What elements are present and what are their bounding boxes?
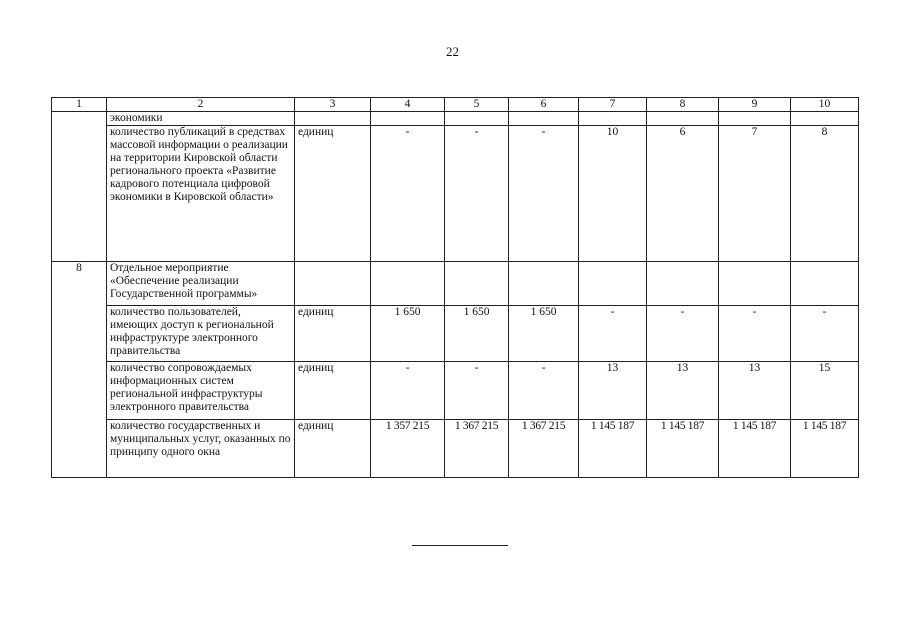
unit-cell: единиц [295, 420, 371, 478]
value-cell [647, 262, 719, 306]
header-cell: 4 [371, 98, 445, 112]
value-cell [371, 112, 445, 126]
value-cell: 1 367 215 [445, 420, 509, 478]
value-cell: 1 650 [371, 306, 445, 362]
indicator-name-cell: экономики [107, 112, 295, 126]
value-cell [791, 262, 859, 306]
value-cell: 13 [579, 362, 647, 420]
unit-cell: единиц [295, 306, 371, 362]
header-cell: 3 [295, 98, 371, 112]
value-cell: - [647, 306, 719, 362]
value-cell: - [791, 306, 859, 362]
table-row [52, 262, 859, 306]
value-cell: 1 650 [445, 306, 509, 362]
row-number-cell [52, 112, 107, 262]
unit-cell [295, 112, 371, 126]
value-cell: 10 [579, 126, 647, 262]
indicator-name-cell: количество государственных и муниципальных услуг, оказанных по принципу одного окна [107, 420, 295, 478]
value-cell: 1 145 187 [791, 420, 859, 478]
value-cell [579, 262, 647, 306]
indicator-name-cell: количество пользователей, имеющих доступ к региональной инфраструктуре электронного правительства [107, 306, 295, 362]
value-cell: 7 [719, 126, 791, 262]
value-cell: 1 367 215 [509, 420, 579, 478]
table-row [52, 112, 859, 126]
value-cell: - [371, 126, 445, 262]
closing-rule [412, 545, 508, 546]
indicator-name-cell: количество публикаций в средствах массовой информации о реализации на территории Кировской области регионального проекта «Развитие кадрового потенциала цифровой экономики в Кировской области» [107, 126, 295, 262]
value-cell: 1 650 [509, 306, 579, 362]
page-number: 22 [446, 44, 459, 59]
value-cell [445, 262, 509, 306]
value-cell: 1 145 187 [579, 420, 647, 478]
value-cell: - [719, 306, 791, 362]
header-cell: 10 [791, 98, 859, 112]
value-cell [371, 262, 445, 306]
value-cell [509, 112, 579, 126]
table-row [52, 306, 859, 362]
table-row [52, 126, 859, 262]
value-cell: 1 145 187 [647, 420, 719, 478]
value-cell: 1 357 215 [371, 420, 445, 478]
unit-cell: единиц [295, 362, 371, 420]
header-cell: 9 [719, 98, 791, 112]
header-row [52, 98, 859, 112]
header-cell: 2 [107, 98, 295, 112]
value-cell: 6 [647, 126, 719, 262]
value-cell [579, 112, 647, 126]
value-cell [445, 112, 509, 126]
header-cell: 6 [509, 98, 579, 112]
value-cell: 13 [647, 362, 719, 420]
value-cell [719, 112, 791, 126]
unit-cell: единиц [295, 126, 371, 262]
value-cell [719, 262, 791, 306]
header-cell: 7 [579, 98, 647, 112]
table-row [52, 362, 859, 420]
indicator-name-cell: количество сопровождаемых информационных систем региональной инфраструктуры электронного правительства [107, 362, 295, 420]
value-cell: 8 [791, 126, 859, 262]
value-cell [647, 112, 719, 126]
value-cell: - [371, 362, 445, 420]
header-cell: 5 [445, 98, 509, 112]
value-cell: 15 [791, 362, 859, 420]
unit-cell [295, 262, 371, 306]
value-cell: 1 145 187 [719, 420, 791, 478]
table-row [52, 420, 859, 478]
value-cell [509, 262, 579, 306]
value-cell: - [509, 126, 579, 262]
row-number-cell: 8 [52, 262, 107, 478]
value-cell [791, 112, 859, 126]
indicator-name-cell: Отдельное мероприятие «Обеспечение реализации Государственной программы» [107, 262, 295, 306]
header-cell: 1 [52, 98, 107, 112]
header-cell: 8 [647, 98, 719, 112]
value-cell: - [509, 362, 579, 420]
value-cell: - [579, 306, 647, 362]
value-cell: - [445, 126, 509, 262]
value-cell: - [445, 362, 509, 420]
indicators-table [51, 97, 859, 478]
value-cell: 13 [719, 362, 791, 420]
